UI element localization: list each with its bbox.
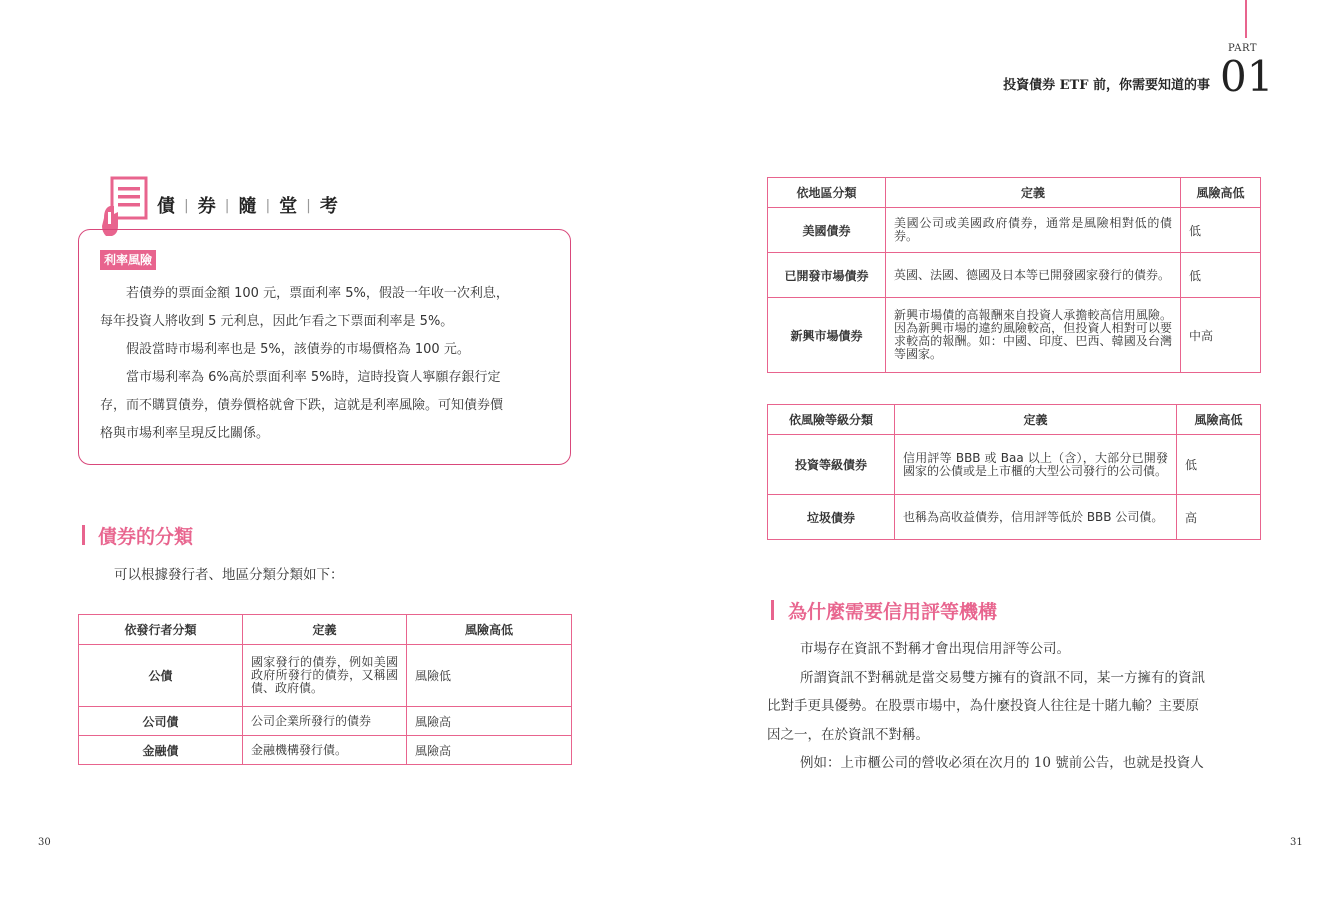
table-row (79, 707, 572, 736)
body-line: 因之一，在於資訊不對稱。 (767, 727, 929, 743)
table-header: 定義 (243, 615, 407, 645)
quiz-title-char: 隨 (238, 196, 257, 217)
section-bar (771, 600, 774, 620)
quiz-paragraph: 每年投資人將收到 5 元利息，因此乍看之下票面利率是 5%。 (100, 314, 454, 329)
table-cell: 風險高 (407, 736, 572, 765)
table-cell: 低 (1181, 253, 1261, 298)
quiz-title (157, 192, 338, 218)
table-cell: 高 (1177, 495, 1261, 540)
table-row (768, 495, 1261, 540)
table-cell: 中高 (1181, 298, 1261, 373)
table-header-row (79, 615, 572, 645)
separator: | (306, 198, 311, 214)
table-cell: 新興市場債的高報酬來自投資人承擔較高信用風險。因為新興市場的違約風險較高，但投資人相對可以要求較高的報酬。如：中國、印度、巴西、韓國及台灣等國家。 (886, 298, 1181, 373)
table-header-row (768, 405, 1261, 435)
table-row (768, 208, 1261, 253)
table-cell: 已開發市場債券 (768, 253, 886, 298)
table-cell: 也稱為高收益債券，信用評等低於 BBB 公司債。 (895, 495, 1177, 540)
table-cell: 公債 (79, 645, 243, 707)
table-header: 風險高低 (1181, 178, 1261, 208)
table-cell: 信用評等 BBB 或 Baa 以上（含），大部分已開發國家的公債或是上市櫃的大型公司發行的公司債。 (895, 435, 1177, 495)
part-label: PART (1228, 43, 1258, 54)
table-cell: 公司企業所發行的債券 (243, 707, 407, 736)
table-cell: 金融債 (79, 736, 243, 765)
table-header: 定義 (895, 405, 1177, 435)
table-header-row (768, 178, 1261, 208)
quiz-paragraph: 當市場利率為 6%高於票面利率 5%時，這時投資人寧願存銀行定 (126, 370, 501, 385)
body-line: 市場存在資訊不對稱才會出現信用評等公司。 (800, 641, 1070, 657)
table-header: 依風險等級分類 (768, 405, 895, 435)
table-row (79, 645, 572, 707)
table-row (79, 736, 572, 765)
section-bar (82, 525, 85, 545)
table-cell: 垃圾債券 (768, 495, 895, 540)
section-title: 債券的分類 (98, 526, 194, 548)
quiz-paragraph: 若債券的票面金額 100 元，票面利率 5%，假設一年收一次利息， (126, 286, 509, 301)
body-line: 所謂資訊不對稱就是當交易雙方擁有的資訊不同，某一方擁有的資訊 (800, 670, 1205, 686)
grade-table (767, 404, 1261, 540)
table-cell: 風險低 (407, 645, 572, 707)
quiz-title-char: 券 (197, 196, 216, 217)
body-line: 例如：上市櫃公司的營收必須在次月的 10 號前公告，也就是投資人 (800, 755, 1204, 771)
table-header: 風險高低 (407, 615, 572, 645)
separator: | (184, 198, 189, 214)
table-cell: 低 (1177, 435, 1261, 495)
section-title: 為什麼需要信用評等機構 (788, 601, 998, 623)
header-accent-line (1245, 0, 1247, 38)
table-row (768, 435, 1261, 495)
table-header: 依發行者分類 (79, 615, 243, 645)
page-number-left: 30 (38, 837, 51, 848)
separator: | (224, 198, 230, 214)
table-row (768, 253, 1261, 298)
table-cell: 英國、法國、德國及日本等已開發國家發行的債券。 (886, 253, 1181, 298)
table-cell: 國家發行的債券，例如美國政府所發行的債券，又稱國債、政府債。 (243, 645, 407, 707)
table-cell: 美國公司或美國政府債券，通常是風險相對低的債券。 (886, 208, 1181, 253)
part-number: 01 (1220, 52, 1274, 101)
quiz-tag: 利率風險 (100, 250, 156, 270)
table-cell: 公司債 (79, 707, 243, 736)
table-cell: 低 (1181, 208, 1261, 253)
table-header: 風險高低 (1177, 405, 1261, 435)
table-cell: 美國債券 (768, 208, 886, 253)
section-intro: 可以根據發行者、地區分類分類如下： (114, 567, 344, 583)
table-cell: 金融機構發行債。 (243, 736, 407, 765)
separator: | (265, 198, 271, 214)
region-table (767, 177, 1261, 373)
chapter-title: 投資債券 ETF 前，你需要知道的事 (1003, 78, 1210, 93)
table-cell: 新興市場債券 (768, 298, 886, 373)
issuer-table (78, 614, 572, 765)
body-line: 比對手更具優勢。在股票市場中，為什麼投資人往往是十賭九輸？主要原 (767, 698, 1199, 714)
table-header: 依地區分類 (768, 178, 886, 208)
quiz-title-char: 債 (157, 196, 175, 217)
quiz-paragraph: 格與市場利率呈現反比關係。 (100, 426, 270, 441)
table-cell: 投資等級債券 (768, 435, 895, 495)
table-header: 定義 (886, 178, 1181, 208)
table-cell: 風險高 (407, 707, 572, 736)
quiz-title-char: 考 (319, 196, 338, 217)
quiz-paragraph: 存，而不購買債券，債券價格就會下跌，這就是利率風險。可知債券價 (100, 398, 504, 413)
page-number-right: 31 (1290, 837, 1303, 848)
quiz-paragraph: 假設當時市場利率也是 5%，該債券的市場價格為 100 元。 (126, 342, 470, 357)
table-row (768, 298, 1261, 373)
quiz-title-char: 堂 (279, 196, 298, 217)
